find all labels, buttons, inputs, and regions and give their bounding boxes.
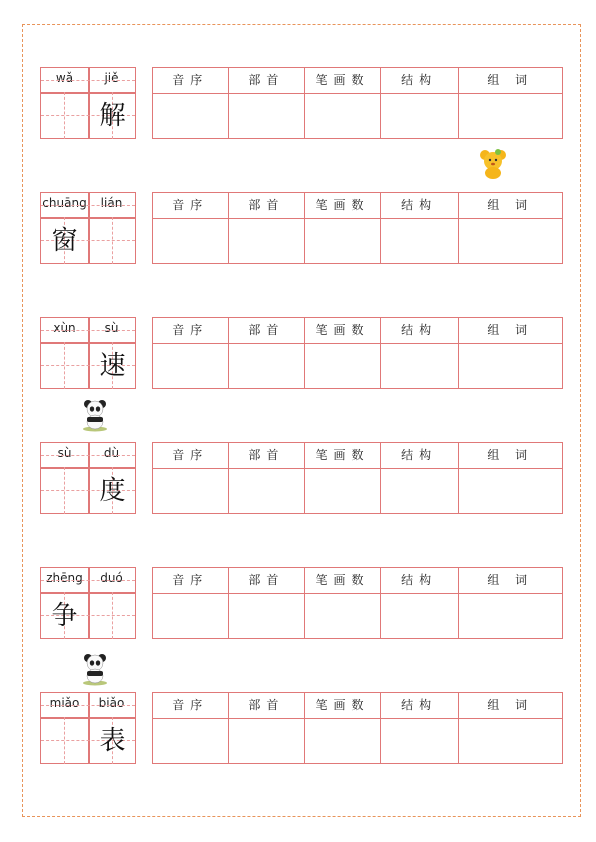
answer-cell[interactable] bbox=[459, 344, 562, 388]
table-column bbox=[305, 568, 381, 638]
table-column bbox=[229, 193, 306, 263]
answer-cell[interactable] bbox=[153, 719, 228, 763]
tianzige-grid bbox=[40, 442, 136, 514]
table-column bbox=[305, 318, 381, 388]
hanzi-character: 争 bbox=[51, 601, 78, 631]
table-column bbox=[229, 693, 306, 763]
column-header: 组 词 bbox=[459, 193, 562, 219]
answer-cell[interactable] bbox=[153, 594, 228, 638]
analysis-table bbox=[152, 192, 563, 264]
hanzi-character bbox=[89, 593, 136, 639]
column-header: 结构 bbox=[381, 68, 458, 94]
table-column bbox=[153, 568, 229, 638]
tianzige-grid bbox=[40, 67, 136, 139]
hanzi-character: 表 bbox=[99, 726, 126, 756]
column-header: 音序 bbox=[153, 68, 228, 94]
table-column bbox=[381, 568, 459, 638]
column-header: 音序 bbox=[153, 568, 228, 594]
answer-cell[interactable] bbox=[459, 94, 562, 138]
column-header: 部首 bbox=[229, 693, 305, 719]
answer-cell[interactable] bbox=[229, 219, 305, 263]
table-column bbox=[229, 568, 306, 638]
pinyin: duó bbox=[100, 571, 123, 585]
column-header: 笔画数 bbox=[305, 193, 380, 219]
pinyin: miǎo bbox=[49, 696, 80, 710]
hanzi-character bbox=[41, 93, 88, 139]
tianzige-grid bbox=[40, 692, 136, 764]
pinyin: jiě bbox=[104, 71, 119, 85]
answer-cell[interactable] bbox=[153, 344, 228, 388]
table-column bbox=[153, 318, 229, 388]
answer-cell[interactable] bbox=[381, 94, 458, 138]
column-header: 组 词 bbox=[459, 68, 562, 94]
table-column bbox=[381, 193, 459, 263]
hanzi-character: 窗 bbox=[51, 226, 78, 256]
column-header: 组 词 bbox=[459, 443, 562, 469]
analysis-table bbox=[152, 692, 563, 764]
hanzi-character bbox=[41, 343, 88, 389]
answer-cell[interactable] bbox=[305, 594, 380, 638]
pinyin: chuāng bbox=[42, 196, 87, 210]
analysis-table bbox=[152, 67, 563, 139]
answer-cell[interactable] bbox=[459, 719, 562, 763]
column-header: 部首 bbox=[229, 443, 305, 469]
column-header: 音序 bbox=[153, 193, 228, 219]
column-header: 笔画数 bbox=[305, 693, 380, 719]
character-row bbox=[0, 692, 596, 766]
answer-cell[interactable] bbox=[229, 469, 305, 513]
hanzi-character: 解 bbox=[99, 101, 126, 131]
column-header: 部首 bbox=[229, 68, 305, 94]
table-column bbox=[459, 193, 562, 263]
tianzige-grid bbox=[40, 192, 136, 264]
column-header: 结构 bbox=[381, 443, 458, 469]
column-header: 笔画数 bbox=[305, 443, 380, 469]
table-column bbox=[305, 193, 381, 263]
tianzige-grid bbox=[40, 317, 136, 389]
pinyin: dù bbox=[103, 446, 120, 460]
table-column bbox=[381, 693, 459, 763]
answer-cell[interactable] bbox=[153, 94, 228, 138]
column-header: 笔画数 bbox=[305, 568, 380, 594]
pinyin: xùn bbox=[53, 321, 76, 335]
hanzi-character bbox=[41, 468, 88, 514]
answer-cell[interactable] bbox=[153, 219, 228, 263]
answer-cell[interactable] bbox=[153, 469, 228, 513]
answer-cell[interactable] bbox=[305, 719, 380, 763]
answer-cell[interactable] bbox=[305, 344, 380, 388]
answer-cell[interactable] bbox=[229, 719, 305, 763]
table-column bbox=[305, 693, 381, 763]
pinyin: sù bbox=[104, 321, 119, 335]
table-column bbox=[459, 568, 562, 638]
column-header: 结构 bbox=[381, 693, 458, 719]
answer-cell[interactable] bbox=[381, 219, 458, 263]
column-header: 结构 bbox=[381, 318, 458, 344]
pinyin: lián bbox=[100, 196, 123, 210]
analysis-table bbox=[152, 317, 563, 389]
column-header: 音序 bbox=[153, 693, 228, 719]
answer-cell[interactable] bbox=[229, 594, 305, 638]
column-header: 部首 bbox=[229, 568, 305, 594]
column-header: 音序 bbox=[153, 443, 228, 469]
table-column bbox=[459, 443, 562, 513]
hanzi-character: 速 bbox=[99, 351, 126, 381]
table-column bbox=[459, 68, 562, 138]
table-column bbox=[459, 318, 562, 388]
panda-icon bbox=[80, 398, 110, 432]
character-row bbox=[0, 67, 596, 141]
answer-cell[interactable] bbox=[459, 219, 562, 263]
pinyin: biǎo bbox=[98, 696, 125, 710]
table-column bbox=[153, 193, 229, 263]
answer-cell[interactable] bbox=[381, 344, 458, 388]
pinyin: zhēng bbox=[46, 571, 83, 585]
hanzi-character bbox=[89, 218, 136, 264]
answer-cell[interactable] bbox=[305, 469, 380, 513]
pinyin: wǎ bbox=[55, 71, 74, 85]
table-column bbox=[381, 68, 459, 138]
panda-icon bbox=[80, 652, 110, 686]
column-header: 结构 bbox=[381, 568, 458, 594]
answer-cell[interactable] bbox=[305, 94, 380, 138]
hanzi-character: 度 bbox=[99, 476, 126, 506]
answer-cell[interactable] bbox=[305, 219, 380, 263]
table-column bbox=[153, 693, 229, 763]
answer-cell[interactable] bbox=[229, 344, 305, 388]
table-column bbox=[381, 318, 459, 388]
teddy-bear-icon bbox=[476, 146, 510, 180]
column-header: 结构 bbox=[381, 193, 458, 219]
table-column bbox=[153, 68, 229, 138]
answer-cell[interactable] bbox=[381, 594, 458, 638]
character-row bbox=[0, 192, 596, 266]
table-column bbox=[305, 443, 381, 513]
character-row bbox=[0, 567, 596, 641]
table-column bbox=[459, 693, 562, 763]
hanzi-character bbox=[41, 718, 88, 764]
analysis-table bbox=[152, 442, 563, 514]
answer-cell[interactable] bbox=[229, 94, 305, 138]
tianzige-grid bbox=[40, 567, 136, 639]
character-row bbox=[0, 317, 596, 391]
answer-cell[interactable] bbox=[459, 594, 562, 638]
pinyin: sù bbox=[57, 446, 72, 460]
table-column bbox=[153, 443, 229, 513]
column-header: 组 词 bbox=[459, 568, 562, 594]
character-row bbox=[0, 442, 596, 516]
column-header: 笔画数 bbox=[305, 68, 380, 94]
analysis-table bbox=[152, 567, 563, 639]
column-header: 组 词 bbox=[459, 693, 562, 719]
column-header: 部首 bbox=[229, 193, 305, 219]
column-header: 音序 bbox=[153, 318, 228, 344]
answer-cell[interactable] bbox=[381, 719, 458, 763]
table-column bbox=[381, 443, 459, 513]
table-column bbox=[229, 318, 306, 388]
column-header: 部首 bbox=[229, 318, 305, 344]
answer-cell[interactable] bbox=[459, 469, 562, 513]
table-column bbox=[229, 443, 306, 513]
column-header: 组 词 bbox=[459, 318, 562, 344]
column-header: 笔画数 bbox=[305, 318, 380, 344]
table-column bbox=[229, 68, 306, 138]
answer-cell[interactable] bbox=[381, 469, 458, 513]
table-column bbox=[305, 68, 381, 138]
